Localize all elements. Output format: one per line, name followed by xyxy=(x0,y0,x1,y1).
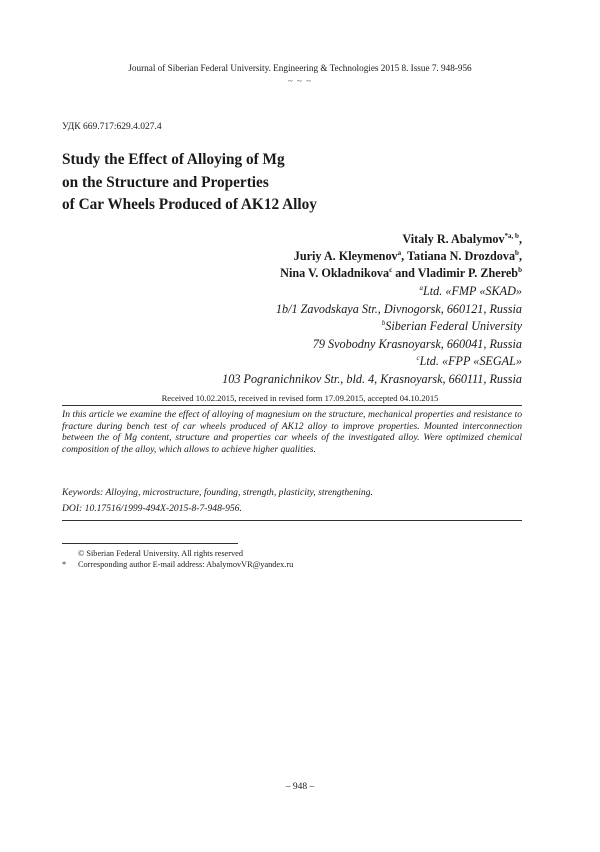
affiliations xyxy=(222,283,522,389)
author-separator: and xyxy=(392,266,418,280)
doi: DOI: 10.17516/1999-494X-2015-8-7-948-956. xyxy=(62,503,242,514)
author-line xyxy=(280,265,522,282)
footnote-corresponding xyxy=(62,560,293,571)
abstract-bottom-rule xyxy=(62,520,522,521)
affiliation-text: 103 Pogranichnikov Str., bld. 4, Krasnoyarsk, 660111, Russia xyxy=(222,371,522,386)
header-ornament: ~ ~ ~ xyxy=(287,76,313,86)
author-separator: , xyxy=(518,249,522,263)
affiliation-line xyxy=(222,318,522,336)
keywords: Keywords: Alloying, microstructure, founding, strength, plasticity, strengthening. xyxy=(62,487,373,498)
author-separator: , xyxy=(518,232,522,246)
author-affil-mark: c xyxy=(389,266,393,274)
udk-code: УДК 669.717:629.4.027.4 xyxy=(62,122,162,132)
affiliation-line xyxy=(222,353,522,371)
title-line: on the Structure and Properties xyxy=(62,173,269,191)
author-affil-mark: b xyxy=(518,266,522,274)
author-name: Vladimir P. Zhereb xyxy=(417,266,519,280)
footnote-text: Corresponding author E-mail address: AbalymovVR@yandex.ru xyxy=(78,560,294,569)
affiliation-line xyxy=(222,301,522,319)
author-list xyxy=(280,231,522,282)
author-name: Juriy A. Kleymenov xyxy=(293,249,398,263)
author-affil-mark: *a, b xyxy=(504,232,519,240)
author-affil-mark: b xyxy=(515,249,519,257)
affiliation-line xyxy=(222,283,522,301)
title-line: Study the Effect of Alloying of Mg xyxy=(62,151,285,168)
affiliation-mark: a xyxy=(419,284,424,292)
page-number: – 948 – xyxy=(285,782,315,792)
author-separator: , xyxy=(401,249,408,263)
footnote-text: © Siberian Federal University. All rights reserved xyxy=(78,549,243,558)
footnote-copyright xyxy=(62,549,243,560)
author-affil-mark: a xyxy=(397,249,402,257)
affiliation-line xyxy=(222,371,522,389)
author-line xyxy=(280,231,522,248)
received-dates: Received 10.02.2015, received in revised form 17.09.2015, accepted 04.10.2015 xyxy=(161,393,439,403)
author-line xyxy=(280,248,522,265)
author-name: Vitaly R. Abalymov xyxy=(402,232,505,246)
author-name: Nina V. Okladnikova xyxy=(280,266,390,280)
affiliation-text: Ltd. «FMP «SKAD» xyxy=(423,284,522,298)
author-name: Tatiana N. Drozdova xyxy=(407,249,516,263)
affiliation-text: Ltd. «FPP «SEGAL» xyxy=(419,354,522,369)
affiliation-text: Siberian Federal University xyxy=(385,319,522,334)
affiliation-line xyxy=(222,336,522,354)
abstract-top-rule xyxy=(62,405,522,406)
footnote-mark: * xyxy=(62,560,67,569)
affiliation-mark: b xyxy=(381,319,386,328)
affiliation-text: 79 Svobodny Krasnoyarsk, 660041, Russia xyxy=(312,336,522,351)
abstract-text: In this article we examine the effect of alloying of magnesium on the structure, mechanical properties and resistance to fracture during bench test of car wheels produced of AK12 alloy to improve properties. Mounted interconnection between the of Mg content, structure and properties car wheels of the investigated alloy. Were optimized chemical composition of the alloy, which allows to achieve higher qualities. xyxy=(62,409,522,455)
journal-header: Journal of Siberian Federal University. Engineering & Technologies 2015 8. Issue 7. 948-956 xyxy=(128,63,472,73)
footnote-rule xyxy=(62,543,238,544)
affiliation-text: 1b/1 Zavodskaya Str., Divnogorsk, 660121, Russia xyxy=(275,301,522,316)
article-title xyxy=(62,149,522,217)
title-line: of Car Wheels Produced of AK12 Alloy xyxy=(62,196,317,213)
affiliation-mark: c xyxy=(416,354,420,363)
